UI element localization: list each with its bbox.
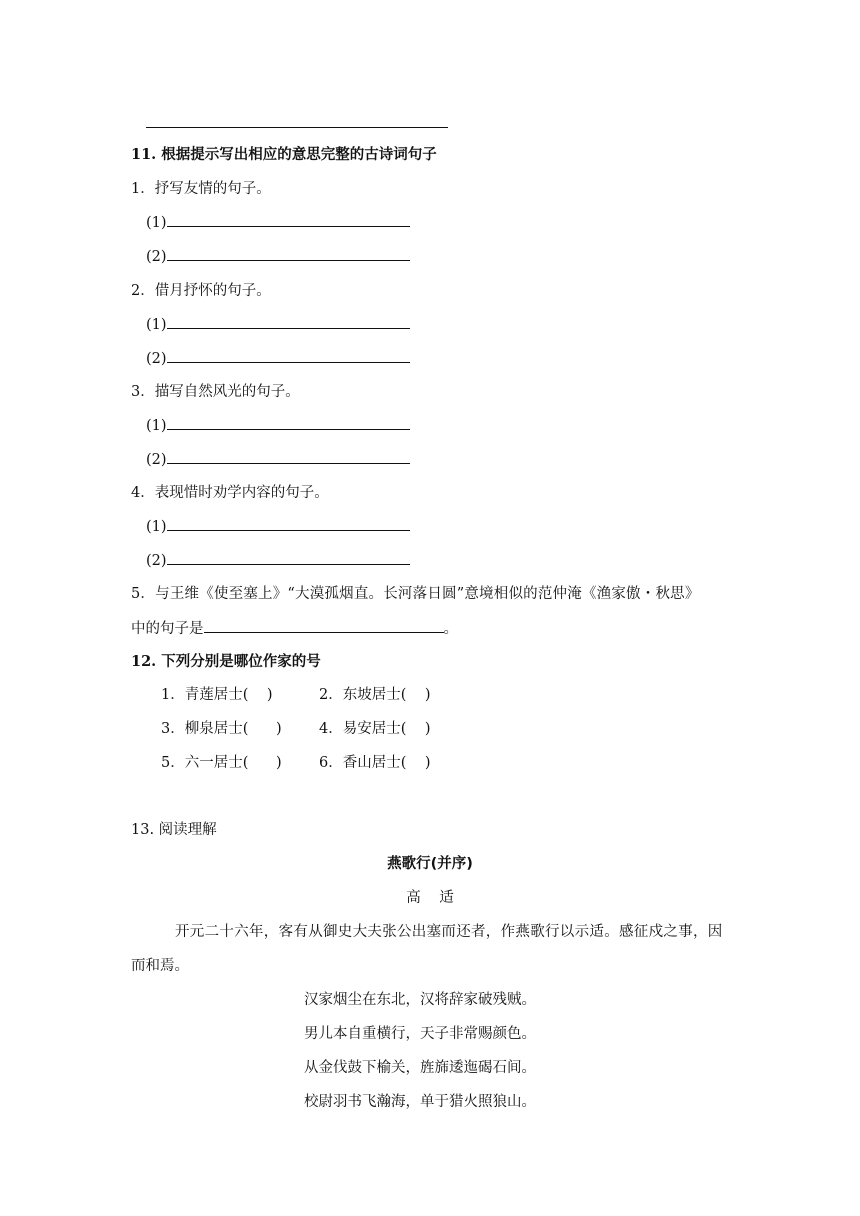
q11-item1-blank1[interactable] [146, 212, 410, 233]
q13-title: 13. 阅读理解 [131, 822, 217, 838]
item5-prefix: 中的句子是 [131, 621, 204, 637]
poem-author: 高 适 [406, 890, 454, 906]
poem-verse: 校尉羽书飞瀚海，单于猎火照狼山。 [304, 1094, 536, 1110]
answer-blank[interactable] [167, 449, 410, 464]
q11-item1-blank2[interactable] [146, 246, 410, 267]
q11-item3-blank1[interactable] [146, 415, 410, 436]
q11-item2-blank2[interactable] [146, 348, 410, 369]
q12-item-2: 2．东坡居士( ) [319, 687, 431, 703]
q11-item2-blank1[interactable] [146, 314, 410, 335]
q11-item5-line2 [131, 618, 458, 639]
q11-item2-label: 2．借月抒怀的句子。 [131, 283, 271, 299]
answer-blank[interactable] [167, 550, 410, 565]
q11-item4-blank1[interactable] [146, 516, 410, 537]
blank-number: (2) [146, 249, 167, 265]
blank-number: (2) [146, 452, 167, 468]
q11-item5-line1: 5．与王维《使至塞上》“大漠孤烟直。长河落日圆”意境相似的范仲淹《渔家傲・秋思》 [131, 586, 700, 602]
q12-title: 12. 下列分别是哪位作家的号 [131, 653, 321, 670]
poem-verse: 男儿本自重横行，天子非常赐颜色。 [304, 1026, 536, 1042]
answer-blank[interactable] [167, 348, 410, 363]
answer-blank[interactable] [204, 618, 444, 633]
q11-item4-label: 4．表现惜时劝学内容的句子。 [131, 485, 329, 501]
q11-item1-label: 1．抒写友情的句子。 [131, 181, 271, 197]
answer-line-top [146, 127, 448, 128]
answer-blank[interactable] [167, 415, 410, 430]
q11-item3-label: 3．描写自然风光的句子。 [131, 384, 300, 400]
q12-item-3: 3．柳泉居士( ) [161, 721, 282, 737]
preface-line-2: 而和焉。 [131, 958, 189, 974]
poem-verse: 汉家烟尘在东北，汉将辞家破残贼。 [304, 992, 536, 1008]
answer-blank[interactable] [167, 246, 410, 261]
q11-item3-blank2[interactable] [146, 449, 410, 470]
blank-number: (1) [146, 317, 167, 333]
q12-item-4: 4．易安居士( ) [319, 721, 431, 737]
q12-item-6: 6．香山居士( ) [319, 755, 431, 771]
item5-suffix: 。 [443, 621, 458, 637]
q12-item-1: 1．青莲居士( ) [161, 687, 273, 703]
blank-number: (2) [146, 351, 167, 367]
blank-number: (1) [146, 418, 167, 434]
blank-number: (1) [146, 519, 167, 535]
blank-number: (1) [146, 215, 167, 231]
poem-title: 燕歌行(并序) [387, 856, 473, 872]
blank-number: (2) [146, 553, 167, 569]
poem-verse: 从金伐鼓下榆关，旌旆逶迤碣石间。 [304, 1060, 536, 1076]
q11-item4-blank2[interactable] [146, 550, 410, 571]
answer-blank[interactable] [167, 516, 410, 531]
q12-item-5: 5．六一居士( ) [161, 755, 282, 771]
answer-blank[interactable] [167, 314, 410, 329]
q11-title: 11. 根据提示写出相应的意思完整的古诗词句子 [131, 146, 437, 163]
preface-line-1: 开元二十六年，客有从御史大夫张公出塞而还者，作燕歌行以示适。感征戍之事，因 [175, 924, 723, 940]
answer-blank[interactable] [167, 212, 410, 227]
